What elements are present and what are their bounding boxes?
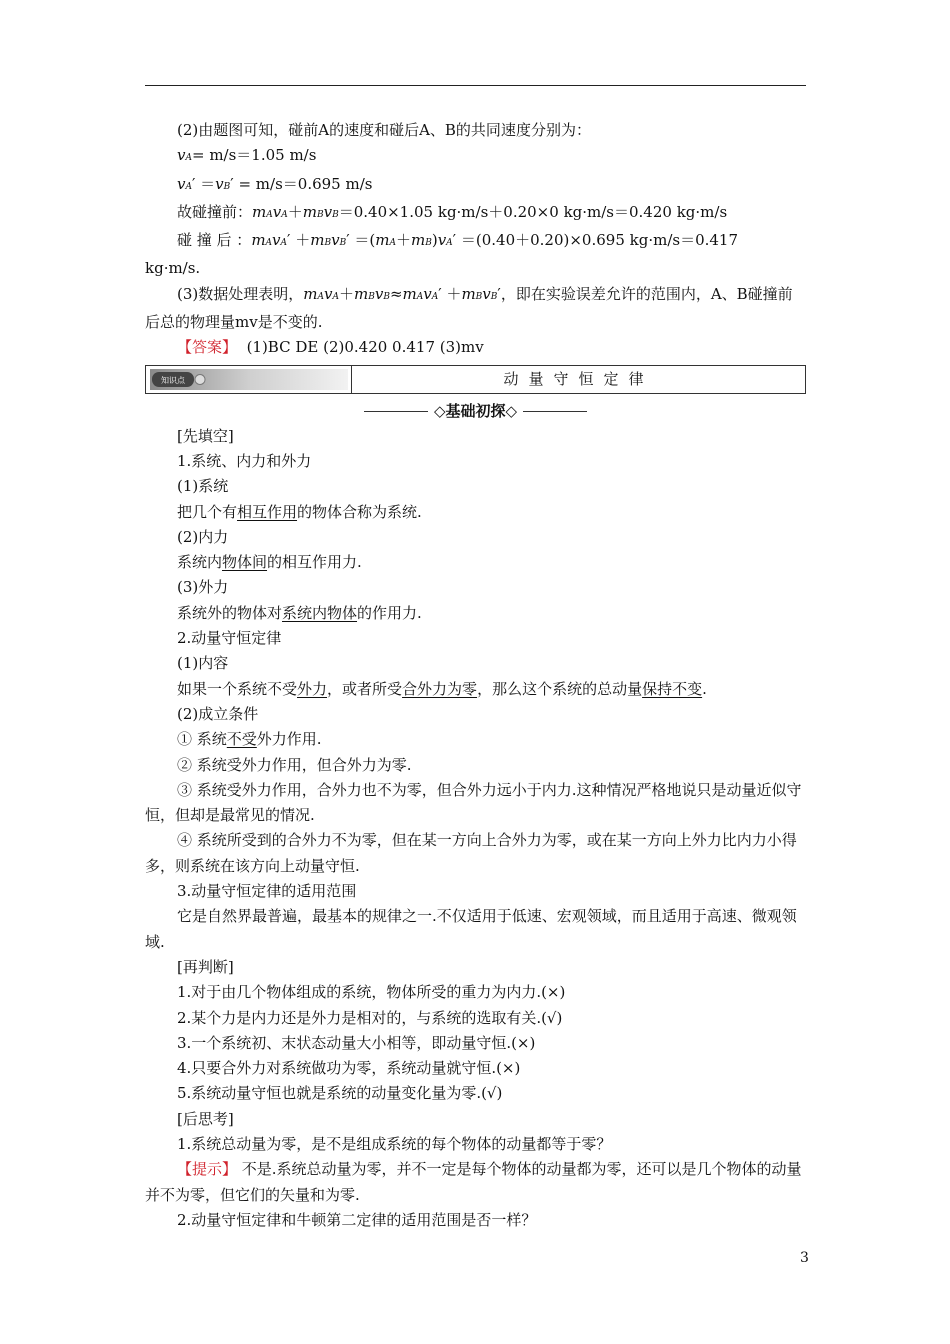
page-body [145, 118, 806, 1233]
judge-item: 3.一个系统初、末状态动量大小相等，即动量守恒.(×) [177, 1033, 536, 1052]
scope-text: 它是自然界最普遍，最基本的规律之一.不仅适用于低速、宏观领域，而且适用于高速、微观领域. [145, 907, 797, 951]
va-equation: vA= m/s＝1.05 m/s [177, 146, 317, 165]
question-2: 2.动量守恒定律和牛顿第二定律的适用范围是否一样？ [177, 1210, 537, 1229]
heading-3: 3.动量守恒定律的适用范围 [177, 882, 357, 901]
banner-text: ◇基础初探◇ [433, 401, 518, 420]
knowledge-tag-text: 知识点 [161, 375, 185, 385]
sec2-intro: (2)由题图可知，碰前A的速度和碰后A、B的共同速度分别为： [177, 121, 591, 139]
condition-3: ③ 系统受外力作用，合外力也不为零，但合外力远小于内力.这种情况严格地说只是动量近似守恒，但却是最常见的情况. [145, 780, 802, 825]
condition-2: ② 系统受外力作用，但合外力为零. [177, 755, 412, 774]
system-def: 把几个有相互作用的物体合称为系统. [177, 502, 422, 521]
internal-label: (2)内力 [177, 527, 229, 546]
answer-line [145, 335, 806, 360]
header-rule [145, 85, 806, 86]
condition-1: ① 系统不受外力作用. [177, 730, 322, 749]
knowledge-tag-graphic [150, 369, 348, 390]
hint-text: 不是.系统总动量为零，并不一定是每个物体的动量都为零，还可以是几个物体的动量并不为零，但它们的矢量和为零. [145, 1160, 802, 1204]
fill-header: [先填空] [177, 426, 234, 445]
external-def: 系统外的物体对系统内物体的作用力. [177, 603, 422, 622]
content-label: (1)内容 [177, 654, 229, 673]
answer-text: (1)BC DE (2)0.420 0.417 (3)mv [246, 338, 484, 357]
answer-label: 【答案】 [177, 338, 238, 357]
external-label: (3)外力 [177, 578, 229, 597]
sec3-line-end: 后总的物理量mv是不变的. [145, 313, 323, 332]
think-header: [后思考] [177, 1109, 234, 1128]
section-banner [145, 398, 806, 424]
judge-header: [再判断] [177, 957, 234, 976]
hint-para [145, 1157, 806, 1208]
page-number: 3 [800, 1250, 809, 1266]
judge-item: 5.系统动量守恒也就是系统的动量变化量为零.(√) [177, 1084, 503, 1103]
sec3-line: (3)数据处理表明，mAvA＋mBvB≈mAvA′ ＋mBvB′，即在实验误差允许的范围内，A、B碰撞前 [177, 284, 793, 303]
knowledge-box [145, 365, 806, 394]
content-def: 如果一个系统不受外力，或者所受合外力为零，那么这个系统的总动量保持不变. [177, 679, 707, 698]
judge-item: 2.某个力是内力还是外力是相对的，与系统的选取有关.(√) [177, 1008, 563, 1027]
before-momentum: 故碰撞前：mAvA＋mBvB＝0.40×1.05 kg·m/s＋0.20×0 kg·m/s＝0.420 kg·m/s [177, 202, 728, 221]
judge-item: 4.只要合外力对系统做功为零，系统动量就守恒.(×) [177, 1059, 521, 1078]
hint-label: 【提示】 [177, 1160, 238, 1179]
knowledge-title: 动量守恒定律 [503, 369, 654, 388]
internal-def: 系统内物体间的相互作用力. [177, 553, 362, 572]
after-momentum: 碰 撞 后 ：mAvA′ ＋mBvB′ ＝(mA＋mB)vA′ ＝(0.40＋0.20)×0.695 kg·m/s＝0.417 [177, 231, 739, 250]
vab-equation: vA′ ＝vB′ = m/s＝0.695 m/s [177, 174, 373, 193]
heading-1: 1.系统、内力和外力 [177, 451, 312, 470]
judge-item: 1.对于由几个物体组成的系统，物体所受的重力为内力.(×) [177, 983, 566, 1002]
heading-2: 2.动量守恒定律 [177, 629, 282, 648]
conditions-label: (2)成立条件 [177, 704, 259, 723]
after-momentum-cont: kg·m/s. [145, 259, 201, 278]
question-1: 1.系统总动量为零，是不是组成系统的每个物体的动量都等于零？ [177, 1134, 612, 1153]
condition-4: ④ 系统所受到的合外力不为零，但在某一方向上合外力为零，或在某一方向上外力比内力小得多，则系统在该方向上动量守恒. [145, 831, 797, 875]
system-label: (1)系统 [177, 477, 229, 496]
